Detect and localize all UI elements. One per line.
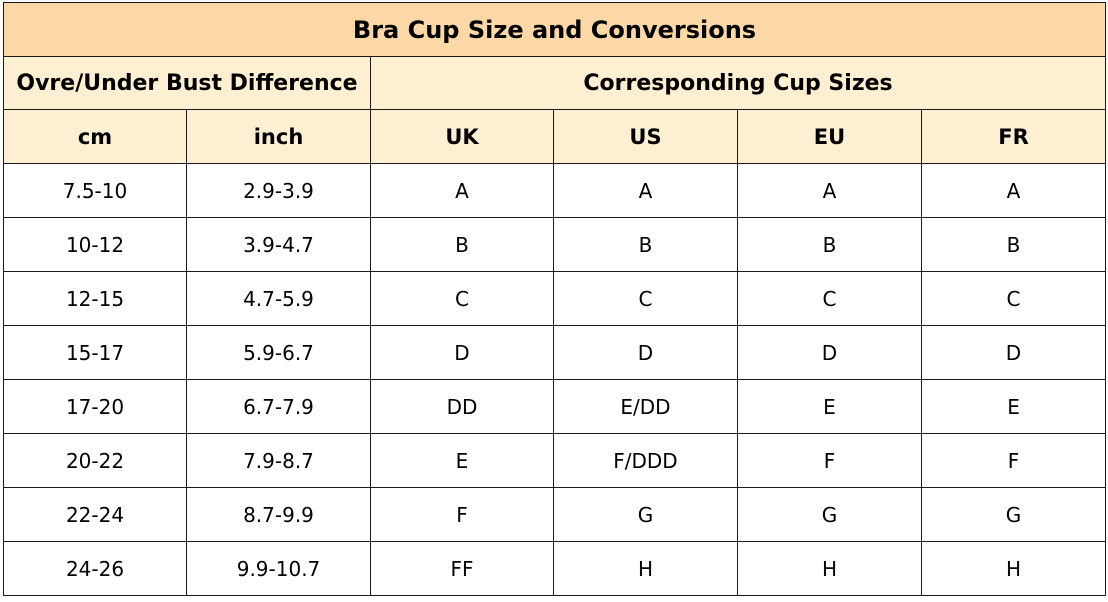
cell-us: G	[554, 488, 738, 542]
cell-eu: G	[738, 488, 922, 542]
cell-us: H	[554, 542, 738, 596]
cell-inch: 2.9-3.9	[187, 164, 371, 218]
column-header-fr: FR	[922, 110, 1106, 164]
table-row	[4, 380, 1106, 434]
column-header-eu: EU	[738, 110, 922, 164]
column-header-row	[4, 110, 1106, 164]
bust-difference-header: Ovre/Under Bust Difference	[4, 57, 371, 110]
cell-uk: FF	[371, 542, 554, 596]
cell-eu: E	[738, 380, 922, 434]
table-row	[4, 326, 1106, 380]
cell-cm: 24-26	[4, 542, 187, 596]
cell-uk: F	[371, 488, 554, 542]
cell-us: A	[554, 164, 738, 218]
cell-cm: 17-20	[4, 380, 187, 434]
cell-uk: D	[371, 326, 554, 380]
cell-inch: 8.7-9.9	[187, 488, 371, 542]
cell-fr: G	[922, 488, 1106, 542]
table-body	[4, 164, 1106, 596]
cell-uk: DD	[371, 380, 554, 434]
conversion-table-container	[3, 2, 1106, 596]
cell-cm: 15-17	[4, 326, 187, 380]
cell-uk: C	[371, 272, 554, 326]
cell-us: E/DD	[554, 380, 738, 434]
table-row	[4, 272, 1106, 326]
cell-inch: 7.9-8.7	[187, 434, 371, 488]
cell-us: D	[554, 326, 738, 380]
cell-eu: F	[738, 434, 922, 488]
cell-fr: E	[922, 380, 1106, 434]
column-header-cm: cm	[4, 110, 187, 164]
cell-us: C	[554, 272, 738, 326]
table-title: Bra Cup Size and Conversions	[4, 3, 1106, 57]
cell-cm: 10-12	[4, 218, 187, 272]
title-row	[4, 3, 1106, 57]
cell-eu: H	[738, 542, 922, 596]
table-row	[4, 164, 1106, 218]
cell-cm: 7.5-10	[4, 164, 187, 218]
column-header-uk: UK	[371, 110, 554, 164]
cell-inch: 5.9-6.7	[187, 326, 371, 380]
cell-cm: 20-22	[4, 434, 187, 488]
cell-cm: 22-24	[4, 488, 187, 542]
cell-uk: E	[371, 434, 554, 488]
table-row	[4, 488, 1106, 542]
cell-fr: C	[922, 272, 1106, 326]
table-row	[4, 434, 1106, 488]
group-header-row	[4, 57, 1106, 110]
cell-uk: B	[371, 218, 554, 272]
cell-us: F/DDD	[554, 434, 738, 488]
cell-inch: 6.7-7.9	[187, 380, 371, 434]
cell-eu: D	[738, 326, 922, 380]
cell-inch: 9.9-10.7	[187, 542, 371, 596]
cell-cm: 12-15	[4, 272, 187, 326]
column-header-us: US	[554, 110, 738, 164]
column-header-inch: inch	[187, 110, 371, 164]
cell-uk: A	[371, 164, 554, 218]
table-row	[4, 542, 1106, 596]
cell-eu: B	[738, 218, 922, 272]
cell-fr: H	[922, 542, 1106, 596]
cell-fr: F	[922, 434, 1106, 488]
cell-inch: 3.9-4.7	[187, 218, 371, 272]
cell-fr: A	[922, 164, 1106, 218]
cell-inch: 4.7-5.9	[187, 272, 371, 326]
cell-us: B	[554, 218, 738, 272]
cup-sizes-header: Corresponding Cup Sizes	[371, 57, 1106, 110]
table-row	[4, 218, 1106, 272]
cell-fr: D	[922, 326, 1106, 380]
cell-eu: C	[738, 272, 922, 326]
cell-eu: A	[738, 164, 922, 218]
cell-fr: B	[922, 218, 1106, 272]
bra-size-conversion-table	[3, 2, 1106, 596]
